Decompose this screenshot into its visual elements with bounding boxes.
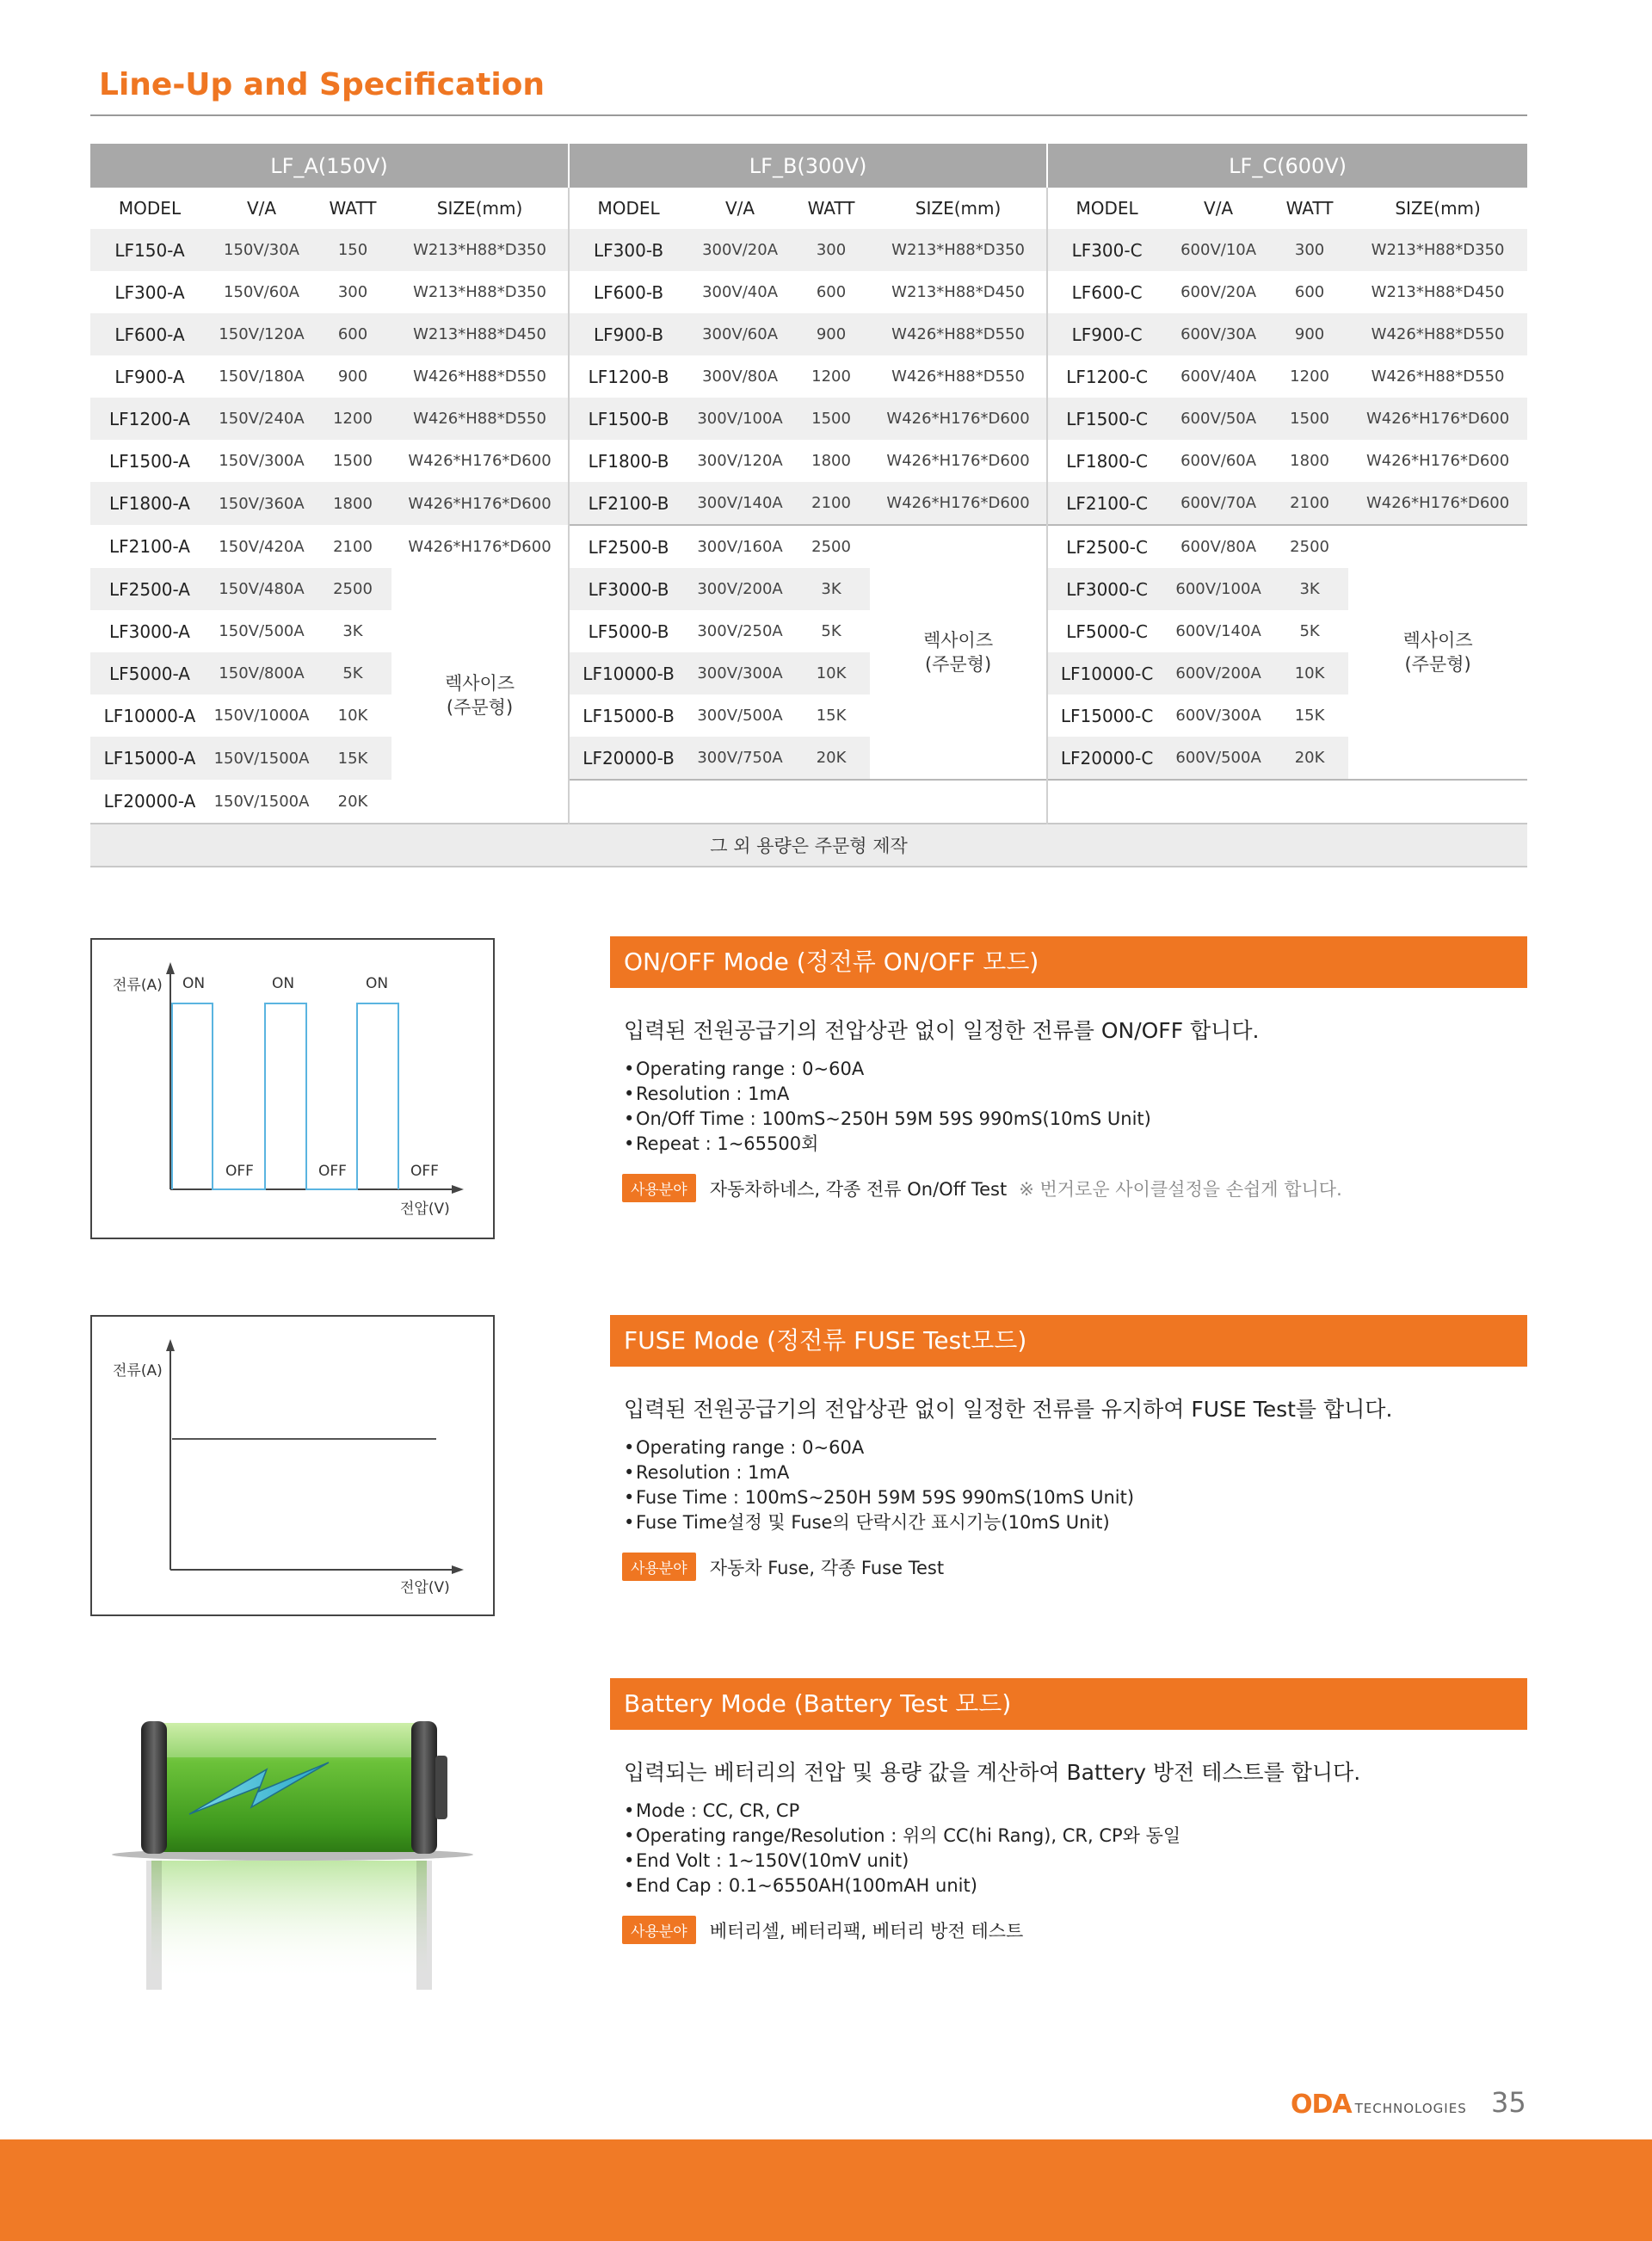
size-cell: W213*H88*D350: [391, 229, 569, 271]
on-label-3: ON: [366, 975, 389, 992]
model-cell: LF3000-C: [1047, 568, 1166, 610]
table-footer-note: 그 외 용량은 주문형 제작: [90, 824, 1527, 867]
model-cell: LF2500-A: [90, 568, 209, 610]
watt-cell: 5K: [821, 622, 841, 640]
model-cell: LF20000-C: [1047, 737, 1166, 780]
bullet-text: Resolution : 1mA: [636, 1083, 790, 1104]
va-cell: 600V/80A: [1166, 525, 1271, 568]
va-cell: 150V/120A: [209, 313, 314, 355]
model-cell: LF1500-A: [108, 450, 190, 472]
onoff-x-label: 전압(V): [400, 1201, 450, 1218]
table-row: [90, 271, 1527, 313]
model-cell: LF300-C: [1047, 229, 1166, 271]
custom-order-label: (주문형): [1404, 654, 1471, 675]
size-cell: W213*H88*D350: [1348, 229, 1527, 271]
watt-cell: 600: [1294, 283, 1325, 301]
watt-cell: 5K: [1299, 622, 1320, 640]
group-header-lf-c: LF_C(600V): [1047, 144, 1527, 188]
column-header-model: MODEL: [569, 188, 687, 229]
battery-highlight: [151, 1723, 427, 1757]
list-item: •Operating range/Resolution : 위의 CC(hi Rang), CR, CP와 동일: [624, 1825, 1181, 1846]
watt-cell: 2100: [333, 537, 373, 556]
list-item: •Fuse Time : 100mS~250H 59M 59S 990mS(10mS Unit): [624, 1487, 1135, 1508]
table-row: [90, 313, 1527, 355]
watt-cell: 10K: [792, 652, 870, 695]
custom-rack-label: 렉사이즈: [922, 630, 994, 651]
list-item: •Fuse Time설정 및 Fuse의 단락시간 표시기능(10mS Unit): [624, 1512, 1110, 1533]
list-item: •On/Off Time : 100mS~250H 59M 59S 990mS(10mS Unit): [624, 1108, 1151, 1129]
va-cell: 300V/20A: [687, 229, 792, 271]
model-cell: LF1800-B: [569, 440, 687, 482]
size-cell: W213*H88*D350: [870, 229, 1047, 271]
group-header-row: [90, 144, 1527, 188]
model-cell: LF15000-A: [90, 737, 209, 780]
model-cell: LF900-B: [569, 313, 687, 355]
custom-rack-label: 렉사이즈: [1402, 630, 1473, 651]
list-item: •Mode : CC, CR, CP: [624, 1800, 800, 1821]
watt-cell: 2100: [1271, 482, 1348, 525]
size-cell: W426*H88*D550: [870, 313, 1047, 355]
model-cell: LF900-A: [114, 366, 185, 387]
model-cell: LF2100-B: [569, 482, 687, 525]
model-cell: LF20000-A: [103, 791, 196, 812]
model-cell: LF1200-C: [1047, 355, 1166, 398]
usage-text: 자동차하네스, 각종 전류 On/Off Test: [709, 1178, 1008, 1200]
watt-cell: 15K: [1294, 707, 1325, 725]
va-cell: 150V/30A: [209, 229, 314, 271]
table-row: [90, 737, 1527, 780]
usage-text: 자동차 Fuse, 각종 Fuse Test: [709, 1557, 945, 1578]
column-header-watt: WATT: [329, 198, 377, 219]
column-header-va: V/A: [1204, 198, 1234, 219]
watt-cell: 15K: [816, 707, 847, 725]
model-cell: LF2500-C: [1047, 525, 1166, 568]
watt-cell: 1500: [333, 452, 373, 470]
fuse-y-label: 전류(A): [113, 1362, 163, 1380]
va-cell: 600V/100A: [1166, 568, 1271, 610]
size-cell: W426*H176*D600: [886, 452, 1030, 470]
model-cell: LF600-B: [569, 271, 687, 313]
list-item: •End Cap : 0.1~6550AH(100mAH unit): [624, 1875, 977, 1896]
model-cell: LF2500-B: [569, 525, 687, 568]
model-cell: LF1500-C: [1047, 398, 1166, 440]
bullet-text: Fuse Time : 100mS~250H 59M 59S 990mS(10mS Unit): [636, 1487, 1135, 1508]
battery-mode-description: 입력되는 베터리의 전압 및 용량 값을 계산하여 Battery 방전 테스트를 합니다.: [624, 1760, 1361, 1785]
column-header-row: [90, 188, 1527, 229]
va-cell: 300V/80A: [702, 367, 779, 386]
page-title: Line-Up and Specification: [99, 67, 546, 102]
size-cell: W426*H176*D600: [1365, 452, 1510, 470]
watt-cell: 1200: [811, 367, 851, 386]
watt-cell: 2500: [1271, 525, 1348, 568]
column-header-model: MODEL: [1047, 188, 1166, 229]
model-cell: LF5000-A: [90, 652, 209, 695]
va-cell: 150V/1500A: [209, 737, 314, 780]
model-cell: LF15000-C: [1047, 695, 1166, 737]
list-item: •Operating range : 0~60A: [624, 1059, 865, 1079]
table-row: [90, 652, 1527, 695]
brand-subtitle: TECHNOLOGIES: [1354, 2101, 1467, 2116]
va-cell: 300V/250A: [697, 622, 783, 640]
bullet-text: Mode : CC, CR, CP: [636, 1800, 800, 1821]
onoff-y-label: 전류(A): [113, 977, 163, 994]
spec-table: [90, 144, 1527, 867]
watt-cell: 1800: [1290, 452, 1329, 470]
watt-cell: 20K: [792, 737, 870, 780]
table-footer-row: [90, 824, 1527, 867]
table-row: [90, 355, 1527, 398]
fuse-mode-title: FUSE Mode (정전류 FUSE Test모드): [610, 1315, 1527, 1367]
model-cell: LF20000-B: [569, 737, 687, 780]
model-cell: LF5000-B: [569, 610, 687, 652]
off-label-2: OFF: [318, 1163, 347, 1180]
battery-mode-title: Battery Mode (Battery Test 모드): [610, 1678, 1527, 1730]
va-cell: 150V/360A: [209, 482, 314, 525]
size-cell: W426*H176*D600: [1348, 398, 1527, 440]
fuse-mode-section: [610, 1315, 1527, 1581]
table-row: [90, 398, 1527, 440]
bullet-text: Resolution : 1mA: [636, 1462, 790, 1483]
va-cell: 150V/480A: [209, 568, 314, 610]
model-cell: LF1200-A: [90, 398, 209, 440]
list-item: •Repeat : 1~65500회: [624, 1133, 819, 1154]
size-cell: W213*H88*D450: [391, 313, 569, 355]
battery-usage: [622, 1916, 1527, 1944]
va-cell: 150V/420A: [219, 537, 305, 556]
size-cell: W426*H88*D550: [1348, 313, 1527, 355]
battery-mode-section: [610, 1678, 1527, 1944]
y-axis-arrow-icon: [166, 1339, 175, 1351]
model-cell: LF3000-B: [569, 568, 687, 610]
va-cell: 300V/100A: [687, 398, 792, 440]
fuse-usage: [622, 1553, 1527, 1581]
bullet-text: End Cap : 0.1~6550AH(100mAH unit): [636, 1875, 977, 1896]
va-cell: 300V/200A: [687, 568, 792, 610]
model-cell: LF1800-C: [1047, 440, 1166, 482]
watt-cell: 600: [816, 283, 847, 301]
va-cell: 300V/300A: [687, 652, 792, 695]
model-cell: LF1500-B: [569, 398, 687, 440]
model-cell: LF2100-C: [1047, 482, 1166, 525]
on-label-1: ON: [182, 975, 206, 992]
va-cell: 150V/60A: [224, 283, 299, 301]
model-cell: LF150-A: [90, 229, 209, 271]
table-row: [90, 568, 1527, 610]
fuse-waveform-diagram: [90, 1315, 495, 1616]
onoff-usage: [622, 1174, 1527, 1202]
model-cell: LF300-B: [569, 229, 687, 271]
va-cell: 150V/180A: [219, 367, 305, 386]
size-cell: W426*H176*D600: [408, 537, 552, 556]
size-cell: W426*H176*D600: [1348, 482, 1527, 525]
va-cell: 600V/70A: [1166, 482, 1271, 525]
va-cell: 600V/60A: [1180, 452, 1257, 470]
watt-cell: 1800: [811, 452, 851, 470]
model-cell: LF900-C: [1047, 313, 1166, 355]
bullet-text: Operating range : 0~60A: [636, 1059, 865, 1079]
custom-rack-size-cell: [391, 568, 569, 824]
onoff-waveform-svg: [92, 940, 493, 1238]
watt-cell: 10K: [1271, 652, 1348, 695]
va-cell: 300V/750A: [687, 737, 792, 780]
battery-reflection-cap-left: [146, 1861, 162, 1990]
column-header-size: SIZE(mm): [436, 198, 523, 219]
usage-text: 베터리셀, 베터리팩, 베터리 방전 테스트: [709, 1920, 1024, 1942]
watt-cell: 20K: [337, 792, 368, 811]
va-cell: 150V/300A: [219, 452, 305, 470]
fuse-spec-list: [624, 1435, 1527, 1535]
watt-cell: 1500: [792, 398, 870, 440]
model-cell: LF10000-A: [103, 705, 196, 726]
battery-spec-list: [624, 1799, 1527, 1898]
battery-terminal: [435, 1756, 447, 1819]
va-cell: 300V/160A: [687, 525, 792, 568]
model-cell: LF10000-B: [569, 652, 687, 695]
watt-cell: 300: [1271, 229, 1348, 271]
watt-cell: 3K: [342, 622, 363, 640]
on-label-2: ON: [272, 975, 295, 992]
empty-cell: [1047, 780, 1527, 824]
size-cell: W213*H88*D450: [1371, 283, 1505, 301]
usage-badge: 사용분야: [622, 1174, 696, 1202]
off-label-3: OFF: [410, 1163, 439, 1180]
watt-cell: 300: [792, 229, 870, 271]
fuse-mode-description: 입력된 전원공급기의 전압상관 없이 일정한 전류를 유지하여 FUSE Test를 합니다.: [624, 1397, 1393, 1422]
table-row: [90, 525, 1527, 568]
va-cell: 600V/200A: [1166, 652, 1271, 695]
model-cell: LF1800-A: [90, 482, 209, 525]
watt-cell: 900: [337, 367, 368, 386]
column-header-model: MODEL: [118, 198, 182, 219]
watt-cell: 1200: [1290, 367, 1329, 386]
watt-cell: 1500: [1271, 398, 1348, 440]
custom-rack-size-cell: [1348, 525, 1527, 780]
va-cell: 150V/1500A: [213, 792, 310, 811]
watt-cell: 15K: [314, 737, 391, 780]
size-cell: W426*H176*D600: [391, 482, 569, 525]
battery-cap-left: [141, 1721, 167, 1854]
size-cell: W426*H176*D600: [870, 482, 1047, 525]
x-axis-arrow-icon: [452, 1185, 464, 1194]
va-cell: 150V/1000A: [213, 707, 310, 725]
model-cell: LF3000-A: [108, 620, 190, 642]
va-cell: 600V/20A: [1180, 283, 1257, 301]
battery-cap-right: [411, 1721, 437, 1854]
va-cell: 300V/40A: [702, 283, 779, 301]
size-cell: W426*H88*D550: [891, 367, 1025, 386]
watt-cell: 2500: [314, 568, 391, 610]
table-row: [90, 780, 1527, 824]
model-cell: LF15000-B: [569, 695, 687, 737]
x-axis-arrow-icon: [452, 1565, 464, 1574]
va-cell: 600V/30A: [1166, 313, 1271, 355]
size-cell: W426*H88*D550: [391, 398, 569, 440]
custom-order-label: (주문형): [446, 697, 514, 718]
watt-cell: 600: [314, 313, 391, 355]
va-cell: 600V/300A: [1175, 707, 1261, 725]
empty-cell: [569, 780, 1047, 824]
usage-note: ※ 번거로운 사이클설정을 손쉽게 합니다.: [1019, 1178, 1342, 1200]
bullet-text: On/Off Time : 100mS~250H 59M 59S 990mS(10mS Unit): [636, 1108, 1151, 1129]
watt-cell: 1800: [314, 482, 391, 525]
watt-cell: 3K: [1271, 568, 1348, 610]
va-cell: 600V/140A: [1175, 622, 1261, 640]
bullet-text: Operating range : 0~60A: [636, 1437, 865, 1458]
va-cell: 600V/50A: [1166, 398, 1271, 440]
watt-cell: 150: [314, 229, 391, 271]
size-cell: W426*H176*D600: [870, 398, 1047, 440]
onoff-mode-title: ON/OFF Mode (정전류 ON/OFF 모드): [610, 936, 1527, 988]
onoff-pulse-line: [172, 1003, 398, 1189]
watt-cell: 3K: [792, 568, 870, 610]
va-cell: 600V/40A: [1180, 367, 1257, 386]
bullet-text: Operating range/Resolution : 위의 CC(hi Rang), CR, CP와 동일: [636, 1825, 1181, 1846]
model-cell: LF1200-B: [569, 355, 687, 398]
va-cell: 300V/140A: [687, 482, 792, 525]
model-cell: LF600-C: [1047, 271, 1166, 313]
column-header-va: V/A: [724, 198, 755, 219]
size-cell: W213*H88*D350: [413, 283, 546, 301]
watt-cell: 2500: [792, 525, 870, 568]
title-divider: [90, 114, 1527, 116]
model-cell: LF5000-C: [1047, 610, 1166, 652]
size-cell: W426*H176*D600: [408, 452, 552, 470]
column-header-watt: WATT: [807, 198, 855, 219]
battery-illustration: [103, 1713, 482, 1997]
size-cell: W426*H88*D550: [1371, 367, 1505, 386]
watt-cell: 900: [1271, 313, 1348, 355]
fuse-x-label: 전압(V): [400, 1579, 450, 1596]
watt-cell: 5K: [314, 652, 391, 695]
list-item: •Resolution : 1mA: [624, 1462, 790, 1483]
va-cell: 300V/60A: [687, 313, 792, 355]
watt-cell: 300: [337, 283, 368, 301]
usage-badge: 사용분야: [622, 1553, 696, 1581]
bullet-text: Fuse Time설정 및 Fuse의 단락시간 표시기능(10mS Unit): [636, 1512, 1110, 1533]
va-cell: 600V/500A: [1166, 737, 1271, 780]
column-header-watt: WATT: [1285, 198, 1334, 219]
va-cell: 150V/240A: [209, 398, 314, 440]
onoff-mode-section: [610, 936, 1527, 1202]
model-cell: LF300-A: [114, 281, 185, 303]
list-item: •Operating range : 0~60A: [624, 1437, 865, 1458]
va-cell: 150V/500A: [219, 622, 305, 640]
battery-reflection-cap-right: [416, 1861, 432, 1990]
size-cell: W426*H88*D550: [413, 367, 546, 386]
y-axis-arrow-icon: [166, 962, 175, 974]
watt-cell: 20K: [1271, 737, 1348, 780]
brand-name: ODA: [1291, 2090, 1352, 2120]
onoff-spec-list: [624, 1057, 1527, 1157]
table-row: [90, 482, 1527, 525]
column-header-va: V/A: [246, 198, 277, 219]
list-item: •Resolution : 1mA: [624, 1083, 790, 1104]
watt-cell: 10K: [337, 707, 368, 725]
group-header-lf-b: LF_B(300V): [569, 144, 1047, 188]
battery-reflection: [151, 1861, 427, 1981]
usage-badge: 사용분야: [622, 1916, 696, 1944]
table-row: [90, 440, 1527, 482]
va-cell: 600V/10A: [1166, 229, 1271, 271]
column-header-size: SIZE(mm): [915, 198, 1002, 219]
watt-cell: 2100: [792, 482, 870, 525]
off-label-1: OFF: [225, 1163, 254, 1180]
list-item: •End Volt : 1~150V(10mV unit): [624, 1850, 909, 1871]
onoff-waveform-diagram: [90, 938, 495, 1239]
table-row: [90, 610, 1527, 652]
bottom-accent-bar: [0, 2139, 1652, 2241]
table-row: [90, 229, 1527, 271]
custom-order-label: (주문형): [924, 654, 992, 675]
size-cell: W213*H88*D450: [891, 283, 1025, 301]
va-cell: 150V/800A: [209, 652, 314, 695]
bullet-text: End Volt : 1~150V(10mV unit): [636, 1850, 909, 1871]
custom-rack-label: 렉사이즈: [444, 673, 515, 694]
table-row: [90, 695, 1527, 737]
onoff-mode-description: 입력된 전원공급기의 전압상관 없이 일정한 전류를 ON/OFF 합니다.: [624, 1018, 1260, 1043]
model-cell: LF600-A: [90, 313, 209, 355]
fuse-waveform-svg: [92, 1317, 493, 1614]
watt-cell: 1200: [314, 398, 391, 440]
model-cell: LF2100-A: [108, 536, 190, 557]
custom-rack-size-cell: [870, 525, 1047, 780]
bullet-text: Repeat : 1~65500회: [636, 1133, 819, 1154]
watt-cell: 900: [792, 313, 870, 355]
va-cell: 300V/500A: [697, 707, 783, 725]
group-header-lf-a: LF_A(150V): [90, 144, 569, 188]
brand-logo: [1291, 2090, 1467, 2120]
model-cell: LF10000-C: [1047, 652, 1166, 695]
va-cell: 300V/120A: [697, 452, 783, 470]
column-header-size: SIZE(mm): [1395, 198, 1481, 219]
page-number: 35: [1491, 2086, 1526, 2119]
